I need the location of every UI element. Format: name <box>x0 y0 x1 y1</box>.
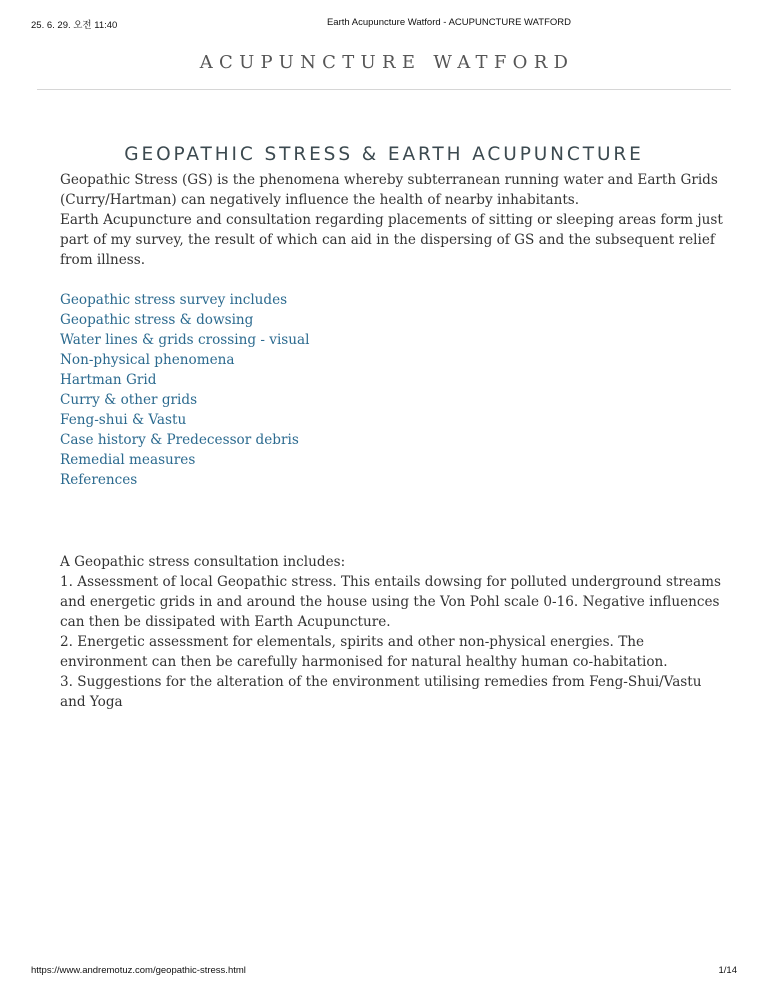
link-water-lines-visual[interactable]: Water lines & grids crossing - visual <box>60 332 310 348</box>
section-links <box>60 290 730 490</box>
link-non-physical[interactable]: Non-physical phenomena <box>60 352 235 368</box>
link-survey-includes[interactable]: Geopathic stress survey includes <box>60 292 288 308</box>
header-divider <box>37 89 731 90</box>
print-header <box>0 17 768 31</box>
link-hartman-grid[interactable]: Hartman Grid <box>60 372 157 388</box>
print-url: https://www.andremotuz.com/geopathic-stress.html <box>31 965 246 976</box>
link-curry-grids[interactable]: Curry & other grids <box>60 392 198 408</box>
site-title[interactable]: ACUPUNCTURE WATFORD <box>199 52 575 73</box>
link-stress-dowsing[interactable]: Geopathic stress & dowsing <box>60 312 254 328</box>
link-remedial-measures[interactable]: Remedial measures <box>60 452 196 468</box>
link-case-history[interactable]: Case history & Predecessor debris <box>60 432 299 448</box>
print-date: 25. 6. 29. 오전 11:40 <box>31 20 118 31</box>
link-feng-shui-vastu[interactable]: Feng-shui & Vastu <box>60 412 187 428</box>
consultation-intro: A Geopathic stress consultation includes: <box>60 554 346 570</box>
page-number: 1/14 <box>718 965 737 976</box>
intro-paragraph-1: Geopathic Stress (GS) is the phenomena whereby subterranean running water and Earth Grids (Curry/Hartman) can negatively influence the health of nearby inhabitants. <box>60 172 718 208</box>
consultation-item-1: 1. Assessment of local Geopathic stress. This entails dowsing for polluted underground streams and energetic grids in and around the house using the Von Pohl scale 0-16. Negative influences can then be dissipated with Earth Acupuncture. <box>60 574 721 630</box>
link-references[interactable]: References <box>60 472 138 488</box>
consultation-item-2: 2. Energetic assessment for elementals, spirits and other non-physical energies. The environment can then be carefully harmonised for natural healthy human co-habitation. <box>60 634 668 670</box>
consultation-item-3: 3. Suggestions for the alteration of the environment utilising remedies from Feng-Shui/Vastu and Yoga <box>60 674 702 710</box>
intro-paragraph-2: Earth Acupuncture and consultation regarding placements of sitting or sleeping areas form just part of my survey, the result of which can aid in the dispersing of GS and the subsequent relief from illness. <box>60 212 723 268</box>
intro-text <box>60 170 730 270</box>
page-title: GEOPATHIC STRESS & EARTH ACUPUNCTURE <box>124 144 644 165</box>
consultation-section <box>60 552 730 712</box>
print-doc-title: Earth Acupuncture Watford - ACUPUNCTURE WATFORD <box>326 17 572 28</box>
